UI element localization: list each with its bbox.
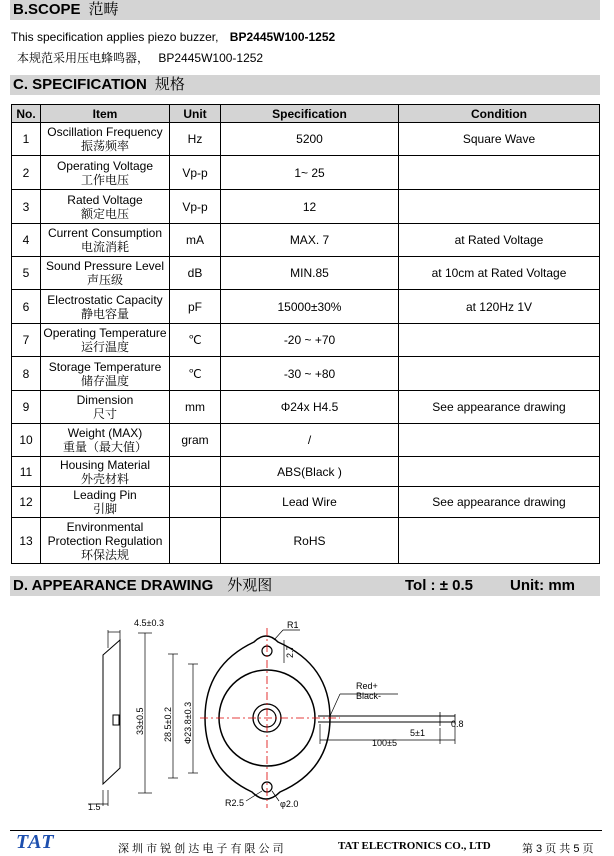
tolerance: Tol : ± 0.5 (405, 577, 473, 594)
dim-hole: φ2.0 (280, 799, 299, 809)
scope-line-en (11, 30, 335, 44)
cell-no: 7 (12, 324, 41, 357)
dim-100: 100±5 (372, 738, 397, 748)
scope-text-en: This specification applies piezo buzzer, (11, 30, 219, 44)
dim-base: 1.5 (88, 802, 101, 812)
col-header-no: No. (12, 105, 41, 123)
item-en: Current Consumption (47, 226, 163, 240)
item-cn: 电流消耗 (80, 240, 129, 254)
cell-unit: mm (170, 391, 221, 424)
cell-spec: 12 (221, 190, 399, 224)
cell-no: 10 (12, 424, 41, 457)
dim-dia-outer: 28.5±0.2 (163, 707, 173, 742)
cell-unit: ℃ (170, 357, 221, 391)
drawing-heading-en: D. APPEARANCE DRAWING (13, 577, 214, 594)
cell-cond (399, 424, 600, 457)
dim-width-side: 4.5±0.3 (134, 618, 164, 628)
dim-height-total: 33±0.5 (135, 707, 145, 735)
item-cn: 环保法规 (80, 547, 129, 562)
table-row (12, 391, 600, 424)
cell-no: 12 (12, 487, 41, 518)
item-en: Leading Pin (73, 488, 137, 502)
wire-red: Red+ (356, 681, 378, 691)
item-en: Operating Voltage (56, 158, 154, 173)
cell-spec: 15000±30% (221, 290, 399, 324)
drawing-heading (10, 576, 600, 596)
cell-cond: See appearance drawing (399, 487, 600, 518)
dim-2-7: 2.7 (285, 645, 295, 658)
item-cn: 储存温度 (80, 373, 129, 388)
cell-cond: See appearance drawing (399, 391, 600, 424)
scope-heading-en: B.SCOPE (13, 1, 81, 18)
item-en: Electrostatic Capacity (47, 292, 163, 307)
side-view-pin (113, 715, 119, 725)
table-row (12, 357, 600, 391)
table-row (12, 518, 600, 564)
spec-table (11, 104, 600, 564)
cell-cond (399, 518, 600, 564)
item-cn: 引脚 (92, 502, 117, 516)
item-cn: 尺寸 (92, 407, 117, 421)
cell-unit: Vp-p (170, 156, 221, 190)
cell-cond: at 120Hz 1V (399, 290, 600, 324)
cell-item (41, 487, 170, 518)
item-cn: 振荡频率 (80, 139, 129, 153)
item-en: Dimension (76, 393, 134, 407)
cell-no: 11 (12, 457, 41, 487)
company-logo: TAT (16, 831, 55, 853)
appearance-drawing (0, 600, 614, 828)
table-row (12, 156, 600, 190)
cell-item (41, 290, 170, 324)
cell-item (41, 190, 170, 224)
cell-unit (170, 518, 221, 564)
cell-cond: Square Wave (399, 123, 600, 156)
side-view-body (103, 640, 120, 784)
dim-dia-inner: Φ23.8±0.3 (183, 701, 193, 744)
item-cn: 重量（最大值） (62, 440, 147, 454)
item-en: Operating Temperature (43, 326, 167, 340)
col-header-spec: Specification (221, 105, 399, 123)
scope-heading (10, 0, 600, 20)
cell-spec: Lead Wire (221, 487, 399, 518)
table-row (12, 123, 600, 156)
cell-item (41, 424, 170, 457)
table-row (12, 257, 600, 290)
cell-unit (170, 487, 221, 518)
cell-cond (399, 457, 600, 487)
cell-cond: at 10cm at Rated Voltage (399, 257, 600, 290)
cell-spec: ABS(Black ) (221, 457, 399, 487)
dim-r1: R1 (287, 620, 299, 630)
cell-cond (399, 190, 600, 224)
cell-no: 9 (12, 391, 41, 424)
cell-unit: Vp-p (170, 190, 221, 224)
cell-unit: mA (170, 224, 221, 257)
cell-no: 2 (12, 156, 41, 190)
item-cn: 额定电压 (80, 206, 129, 221)
cell-spec: -20 ~ +70 (221, 324, 399, 357)
table-row (12, 424, 600, 457)
item-cn: 运行温度 (80, 340, 129, 354)
spec-heading-en: C. SPECIFICATION (13, 76, 147, 93)
cell-no: 13 (12, 518, 41, 564)
cell-cond: at Rated Voltage (399, 224, 600, 257)
dim-0-8: 0.8 (451, 719, 464, 729)
cell-spec: MIN.85 (221, 257, 399, 290)
cell-unit: dB (170, 257, 221, 290)
scope-text-cn: 本规范采用压电蜂鸣器， (17, 51, 150, 65)
col-header-unit: Unit (170, 105, 221, 123)
item-cn: 声压级 (86, 273, 123, 287)
page-number: 第 3 页 共 5 页 (522, 843, 594, 855)
spec-table-header (12, 105, 600, 123)
scope-line-cn (17, 49, 263, 66)
cell-spec: 1~ 25 (221, 156, 399, 190)
table-row (12, 224, 600, 257)
item-en: Environmental Protection Regulation (47, 519, 163, 548)
col-header-item: Item (41, 105, 170, 123)
cell-item (41, 156, 170, 190)
item-cn: 静电容量 (80, 306, 129, 321)
item-en: Sound Pressure Level (45, 259, 165, 273)
buzzer-outline (205, 636, 330, 799)
table-row (12, 457, 600, 487)
item-en: Oscillation Frequency (47, 125, 163, 139)
dim-5: 5±1 (410, 728, 425, 738)
cell-spec: 5200 (221, 123, 399, 156)
footer-divider (10, 830, 602, 831)
cell-unit: ℃ (170, 324, 221, 357)
cell-cond (399, 156, 600, 190)
item-cn: 外壳材料 (80, 471, 129, 486)
cell-unit: gram (170, 424, 221, 457)
cell-item (41, 257, 170, 290)
scope-heading-cn: 范畴 (88, 1, 119, 18)
table-row (12, 290, 600, 324)
cell-no: 4 (12, 224, 41, 257)
cell-spec: RoHS (221, 518, 399, 564)
cell-no: 1 (12, 123, 41, 156)
item-en: Weight (MAX) (67, 426, 143, 440)
cell-spec: Φ24x H4.5 (221, 391, 399, 424)
wire-black: Black- (356, 691, 382, 701)
cell-unit (170, 457, 221, 487)
table-row (12, 487, 600, 518)
unit-label: Unit: mm (510, 577, 575, 594)
company-en: TAT ELECTRONICS CO., LTD (338, 840, 491, 852)
cell-item (41, 357, 170, 391)
cell-item (41, 457, 170, 487)
item-en: Rated Voltage (67, 192, 143, 207)
cell-unit: pF (170, 290, 221, 324)
cell-spec: -30 ~ +80 (221, 357, 399, 391)
cell-no: 8 (12, 357, 41, 391)
spec-heading (10, 75, 600, 95)
table-row (12, 324, 600, 357)
cell-item (41, 224, 170, 257)
scope-model-cn: BP2445W100-1252 (158, 51, 264, 65)
cell-item (41, 518, 170, 564)
cell-no: 3 (12, 190, 41, 224)
cell-no: 6 (12, 290, 41, 324)
col-header-condition: Condition (399, 105, 600, 123)
item-en: Housing Material (59, 457, 151, 472)
cell-item (41, 123, 170, 156)
drawing-heading-cn: 外观图 (227, 577, 273, 594)
cell-cond (399, 324, 600, 357)
item-en: Storage Temperature (48, 359, 162, 374)
spec-heading-cn: 规格 (154, 76, 185, 93)
table-row (12, 190, 600, 224)
cell-item (41, 391, 170, 424)
cell-item (41, 324, 170, 357)
company-cn: 深 圳 市 锐 创 达 电 子 有 限 公 司 (118, 843, 284, 855)
cell-unit: Hz (170, 123, 221, 156)
cell-no: 5 (12, 257, 41, 290)
scope-model: BP2445W100-1252 (229, 30, 336, 44)
cell-spec: MAX. 7 (221, 224, 399, 257)
cell-cond (399, 357, 600, 391)
dim-r2-5: R2.5 (225, 798, 245, 808)
item-cn: 工作电压 (80, 172, 129, 187)
cell-spec: / (221, 424, 399, 457)
